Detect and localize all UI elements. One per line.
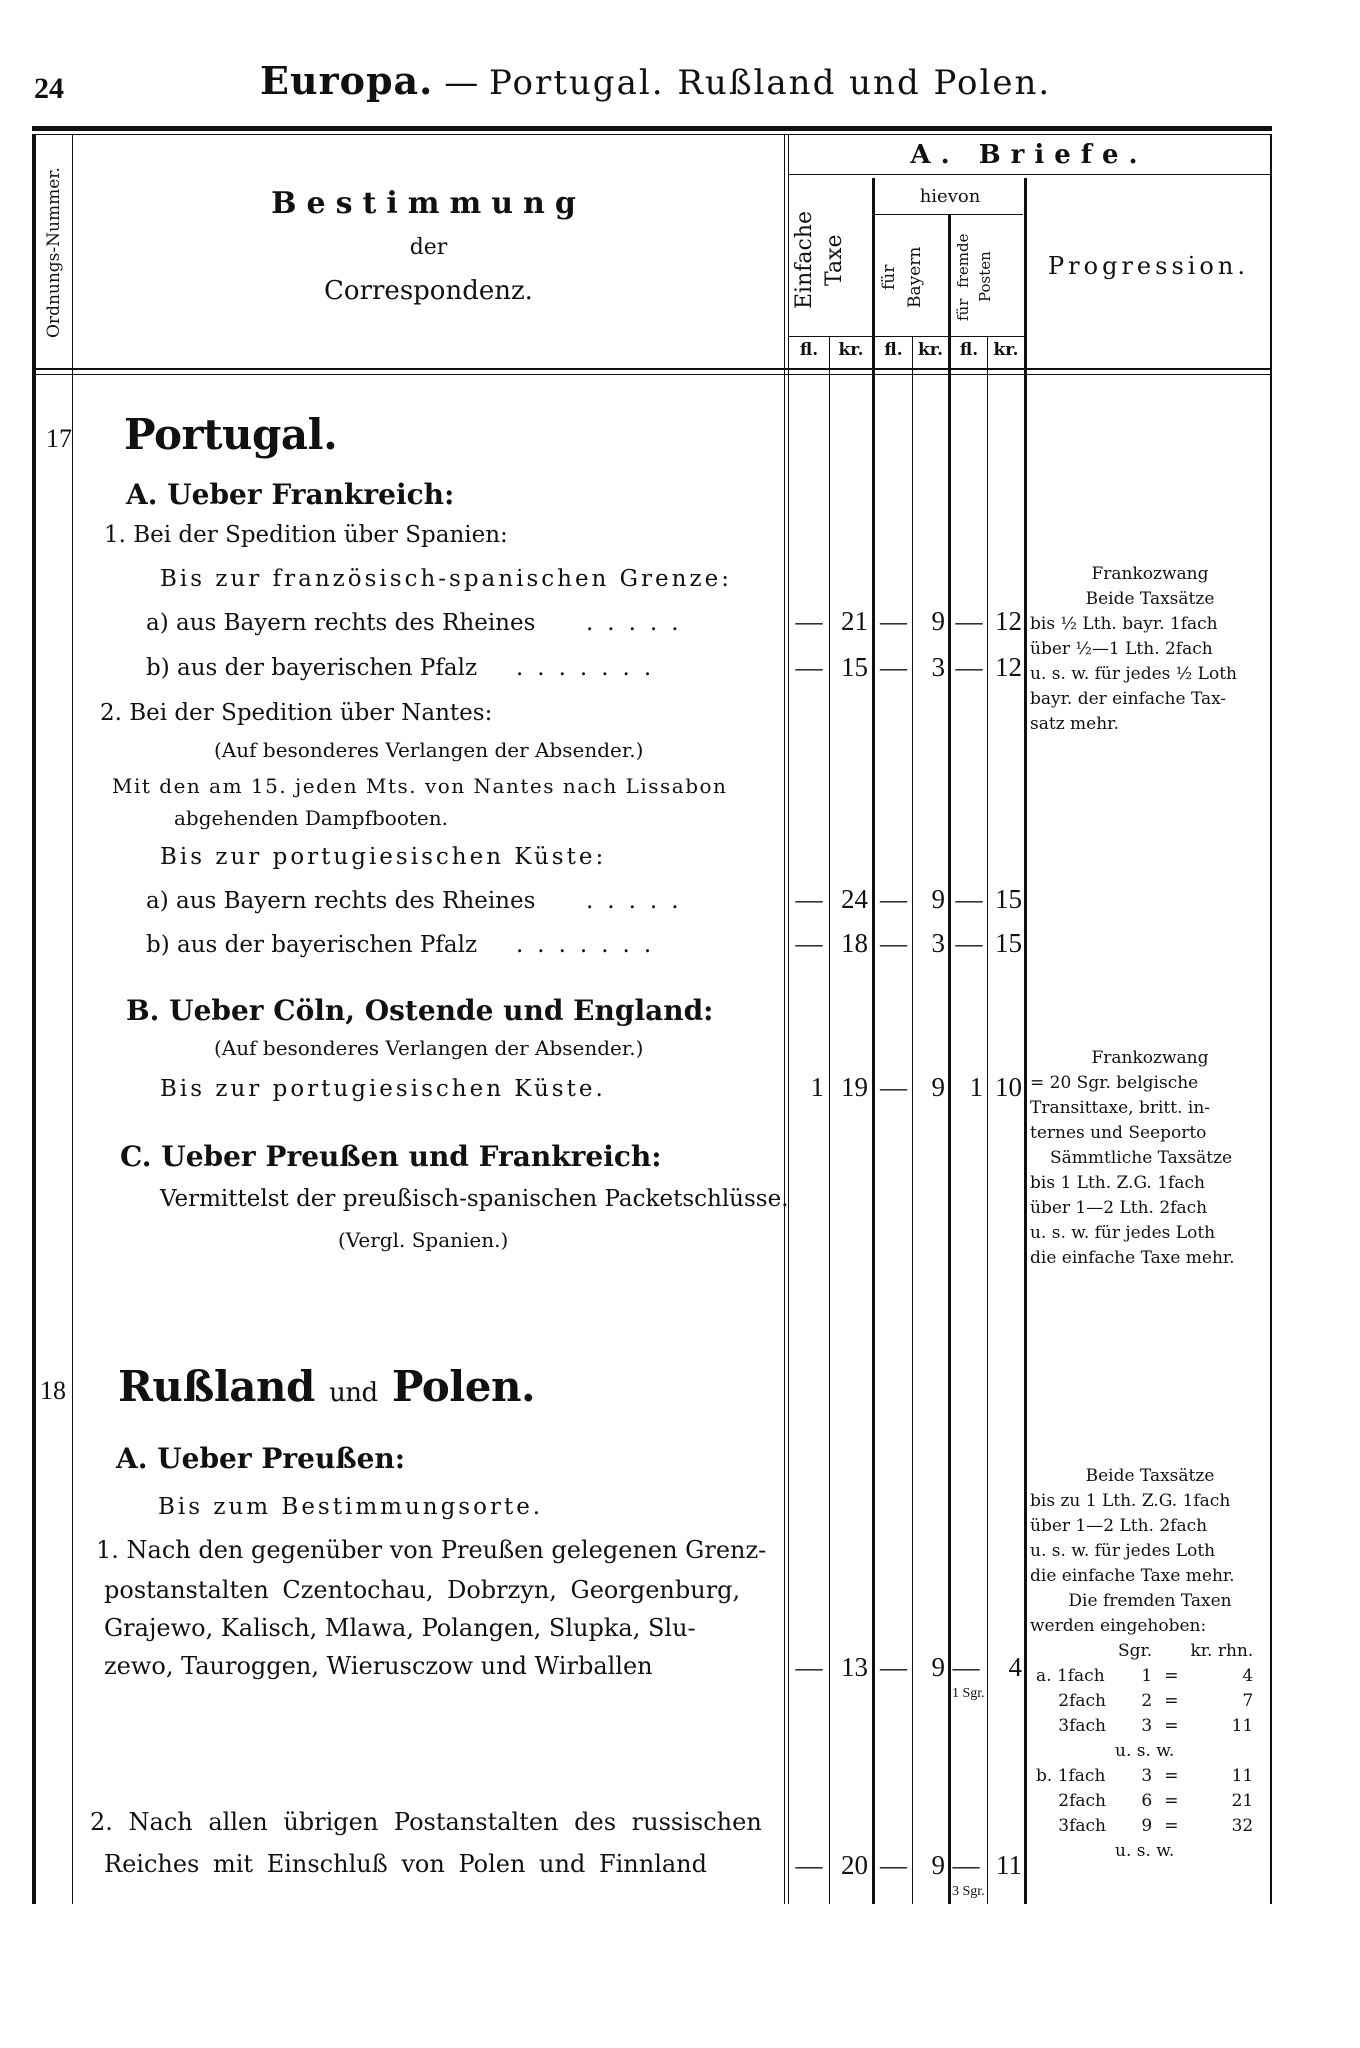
foreign-rates-row [1030,1839,1259,1864]
foreign-rates-header-cell [1158,1639,1184,1664]
foreign-rates-cell: 4 [1242,1666,1254,1686]
progression-line: u. s. w. für jedes Loth [1030,1223,1216,1243]
text-line: postanstalten Czentochau, Dobrzyn, Georgenburg, [104,1576,741,1604]
rate-bay-fl: — [880,652,907,682]
text-line: Vermittelst der preußisch-spanischen Packetschlüsse. [160,1186,789,1212]
unit-bay-kr: kr. [917,340,944,360]
progression-line: über 1—2 Lth. 2fach [1030,1516,1208,1536]
progression-note [1030,1464,1270,1864]
rate-for-fl: — [952,1850,980,1880]
progression-divider [1024,178,1027,1904]
progression-line: Frankozwang [1091,564,1209,584]
rate-tax-fl: 1 [810,1072,824,1102]
progression-line: Transittaxe, britt. in- [1030,1098,1211,1118]
foreign-rates-cell: 11 [1231,1766,1254,1786]
foreign-rates-cell: 3fach [1058,1816,1106,1836]
foreign-rates-cell: 3 [1141,1766,1153,1786]
rate-tax-kr: 24 [841,884,868,914]
progression-line: die einfache Taxe mehr. [1030,1248,1235,1268]
rate-for-fl: — [955,928,983,958]
text-line [146,610,693,636]
entry-number: 18 [40,1376,66,1405]
rate-bay-fl: — [880,928,907,958]
foreign-rates-cell: 3 [1141,1716,1153,1736]
running-head-main: Europa. [260,58,434,103]
running-head [260,58,1051,103]
country-heading: Portugal. [124,410,338,459]
country-name: Rußland [118,1362,315,1411]
rate-tax-kr: 18 [841,928,868,958]
header-bottom-rule-2 [32,374,1272,375]
progression-line: Beide Taxsätze [1085,1466,1215,1486]
foreign-rates-header-cell: Sgr. [1118,1641,1153,1661]
progression-line: Frankozwang [1091,1048,1209,1068]
foreign-rates-cell: = [1164,1816,1179,1836]
tax-bay-divider [872,178,875,1904]
text-line-label: a) aus Bayern rechts des Rheines [146,888,536,914]
header-foreign: für fremde Posten [954,233,994,321]
rate-bay-fl: — [880,884,907,914]
leader-dots: ..... [586,610,693,636]
foreign-rates-cell: = [1164,1766,1179,1786]
text-line-label: b) aus der bayerischen Pfalz [146,932,478,958]
rate-for-fl: 1 [969,1072,983,1102]
unit-for-fl: fl. [959,340,979,360]
rate-bay-fl: — [880,1652,907,1682]
foreign-rates-cell: 1 [1141,1666,1153,1686]
rate-tax-fl: — [795,928,823,958]
rate-for-fl: — [952,1652,980,1682]
foreign-rates-cell: 3fach [1058,1716,1106,1736]
progression-line: bis ½ Lth. bayr. 1fach [1030,614,1218,634]
text-line: 1. Nach den gegenüber von Preußen gelegenen Grenz- [96,1536,767,1564]
unit-tax-kr: kr. [838,340,864,360]
header-hievon: hievon [919,186,981,207]
foreign-rates-table [1030,1639,1259,1864]
progression-line: = 20 Sgr. belgische [1030,1073,1199,1093]
progression-note [1030,562,1270,737]
progression-line: satz mehr. [1030,714,1119,734]
foreign-rates-cell: 9 [1141,1816,1153,1836]
rate-bay-fl: — [880,1072,907,1102]
rate-tax-fl: — [795,1850,823,1880]
progression-line: bayr. der einfache Tax- [1030,689,1227,709]
foreign-rates-cell: 2 [1141,1691,1153,1711]
header-simple-tax: Einfache Taxe [792,210,847,310]
running-head-sub: Portugal. Rußland und Polen. [489,63,1052,103]
rate-bay-kr: 9 [931,1850,945,1880]
foreign-rates-cell: u. s. w. [1115,1841,1175,1861]
text-line: Mit den am 15. jeden Mts. von Nantes nach Lissabon [112,774,728,798]
rate-for-fl: — [955,606,983,636]
progression-line: über 1—2 Lth. 2fach [1030,1198,1208,1218]
rate-tax-kr: 19 [841,1072,868,1102]
text-line-label: b) aus der bayerischen Pfalz [146,655,478,681]
rate-bay-kr: 3 [931,652,945,682]
section-heading: A. Ueber Preußen: [116,1442,406,1475]
header-destination-line3: Correspondenz. [324,276,533,306]
foreign-rates-row [1030,1689,1259,1714]
foreign-rates-row [1030,1714,1259,1739]
table-top-rule-thin [32,134,1272,135]
page-number: 24 [34,72,64,105]
rate-for-kr: 15 [995,884,1022,914]
country-heading [118,1362,535,1411]
progression-line: u. s. w. für jedes ½ Loth [1030,664,1237,684]
rate-for-kr: 12 [995,652,1022,682]
foreign-rates-row [1030,1764,1259,1789]
text-line: Bis zur portugiesischen Küste: [160,844,607,870]
progression-line: Die fremden Taxen [1068,1591,1232,1611]
rate-for-kr: 12 [995,606,1022,636]
foreign-rates-cell: 32 [1231,1816,1254,1836]
foreign-rates-cell: = [1164,1716,1179,1736]
progression-line: bis zu 1 Lth. Z.G. 1fach [1030,1491,1231,1511]
bay-for-divider [948,214,951,1904]
progression-line: Beide Taxsätze [1085,589,1215,609]
foreign-rates-header-cell [1030,1639,1112,1664]
header-destination-line2: der [409,235,448,260]
header-bottom-rule [32,368,1272,370]
rate-bay-kr: 9 [931,1652,945,1682]
foreign-rates-cell: 2fach [1058,1791,1106,1811]
right-border [1270,134,1272,1904]
progression-line: ternes und Seeporto [1030,1123,1207,1143]
rate-tax-kr: 15 [841,652,868,682]
running-head-separator: — [444,63,479,103]
text-line: zewo, Tauroggen, Wierusczow und Wirballen [104,1652,653,1680]
unit-bay-fl: fl. [884,340,903,360]
foreign-rates-cell: 6 [1141,1791,1153,1811]
destination-col-divider-2 [788,134,789,1904]
foreign-rates-row [1030,1664,1259,1689]
foreign-rates-cell: = [1164,1666,1179,1686]
text-line: (Auf besonderes Verlangen der Absender.) [214,1036,644,1060]
rate-tax-fl: — [795,606,823,636]
entry-number: 17 [46,424,72,453]
text-line: Bis zur französisch-spanischen Grenze: [160,566,732,592]
foreign-rates-cell: = [1164,1791,1179,1811]
foreign-rates-cell: b. 1fach [1036,1766,1106,1786]
foreign-rates-row [1030,1789,1259,1814]
text-line [146,932,666,958]
rate-bay-fl: — [880,1850,907,1880]
leader-dots: ....... [516,655,666,681]
country-joiner: und [329,1378,378,1408]
rate-for-note: 1 Sgr. [952,1686,985,1701]
units-rule [788,336,1024,337]
rate-for-kr: 15 [995,928,1022,958]
header-briefe: A. Briefe. [910,140,1148,170]
text-line: abgehenden Dampfbooten. [174,806,448,830]
progression-line: bis 1 Lth. Z.G. 1fach [1030,1173,1205,1193]
table-top-rule [32,126,1272,131]
text-line [146,888,693,914]
text-line: (Vergl. Spanien.) [338,1228,509,1252]
text-line: Reiches mit Einschluß von Polen und Finnland [104,1850,707,1878]
rate-for-kr: 10 [995,1072,1022,1102]
destination-col-divider [784,134,785,1904]
foreign-rates-header-cell: kr. rhn. [1190,1641,1254,1661]
leader-dots: ..... [586,888,693,914]
rate-bay-kr: 9 [931,1072,945,1102]
foreign-rates-cell: = [1164,1691,1179,1711]
rate-bay-fl: — [880,606,907,636]
text-line: 1. Bei der Spedition über Spanien: [104,522,508,548]
rate-for-fl: — [955,884,983,914]
header-progression: Progression. [1048,252,1249,280]
rate-tax-kr: 21 [841,606,868,636]
text-line [146,655,666,681]
rate-for-kr: 4 [1008,1652,1022,1682]
foreign-rates-cell: 2fach [1058,1691,1106,1711]
header-destination [73,186,784,306]
text-line: 2. Nach allen übrigen Postanstalten des russischen [90,1808,762,1836]
number-col-divider [72,134,73,1904]
text-line: Bis zum Bestimmungsorte. [158,1494,544,1520]
foreign-rates-cell: 21 [1231,1791,1254,1811]
unit-tax-fl: fl. [799,340,819,360]
left-border [32,134,36,1904]
rate-for-kr: 11 [996,1850,1022,1880]
rate-tax-fl: — [795,884,823,914]
progression-note [1030,1046,1270,1271]
rate-tax-fl: — [795,652,823,682]
progression-line: die einfache Taxe mehr. [1030,1566,1235,1586]
briefe-underline [788,174,1272,175]
section-heading: A. Ueber Frankreich: [126,478,455,511]
foreign-rates-cell: u. s. w. [1115,1741,1175,1761]
progression-line: Sämmtliche Taxsätze [1050,1148,1233,1168]
rate-bay-kr: 9 [931,606,945,636]
text-line-label: a) aus Bayern rechts des Rheines [146,610,536,636]
country-name-2: Polen. [391,1362,536,1411]
foreign-rates-row [1030,1739,1259,1764]
progression-line: werden eingehoben: [1030,1616,1207,1636]
foreign-rates-row [1030,1814,1259,1839]
leader-dots: ....... [516,932,666,958]
header-bavaria: für Bayern [879,246,925,308]
rate-tax-kr: 20 [841,1850,868,1880]
foreign-rates-cell: 7 [1242,1691,1254,1711]
foreign-rates-cell: 11 [1231,1716,1254,1736]
text-line: Grajewo, Kalisch, Mlawa, Polangen, Slupka, Slu- [104,1614,696,1642]
section-heading: C. Ueber Preußen und Frankreich: [120,1140,662,1173]
rate-bay-kr: 3 [931,928,945,958]
unit-for-kr: kr. [993,340,1019,360]
progression-line: u. s. w. für jedes Loth [1030,1541,1216,1561]
rate-tax-fl: — [795,1652,823,1682]
rate-bay-kr: 9 [931,884,945,914]
rate-tax-kr: 13 [841,1652,868,1682]
text-line: 2. Bei der Spedition über Nantes: [100,700,493,726]
text-line: Bis zur portugiesischen Küste. [160,1076,606,1102]
header-destination-line1: Bestimmung [271,186,586,221]
section-heading: B. Ueber Cöln, Ostende und England: [126,994,714,1027]
foreign-rates-header [1030,1639,1259,1664]
progression-line: über ½—1 Lth. 2fach [1030,639,1213,659]
rate-for-fl: — [955,652,983,682]
rate-for-note: 3 Sgr. [952,1884,985,1899]
text-line: (Auf besonderes Verlangen der Absender.) [214,738,644,762]
header-order-number: Ordnungs-Nummer. [44,167,64,339]
foreign-rates-cell: a. 1fach [1036,1666,1105,1686]
